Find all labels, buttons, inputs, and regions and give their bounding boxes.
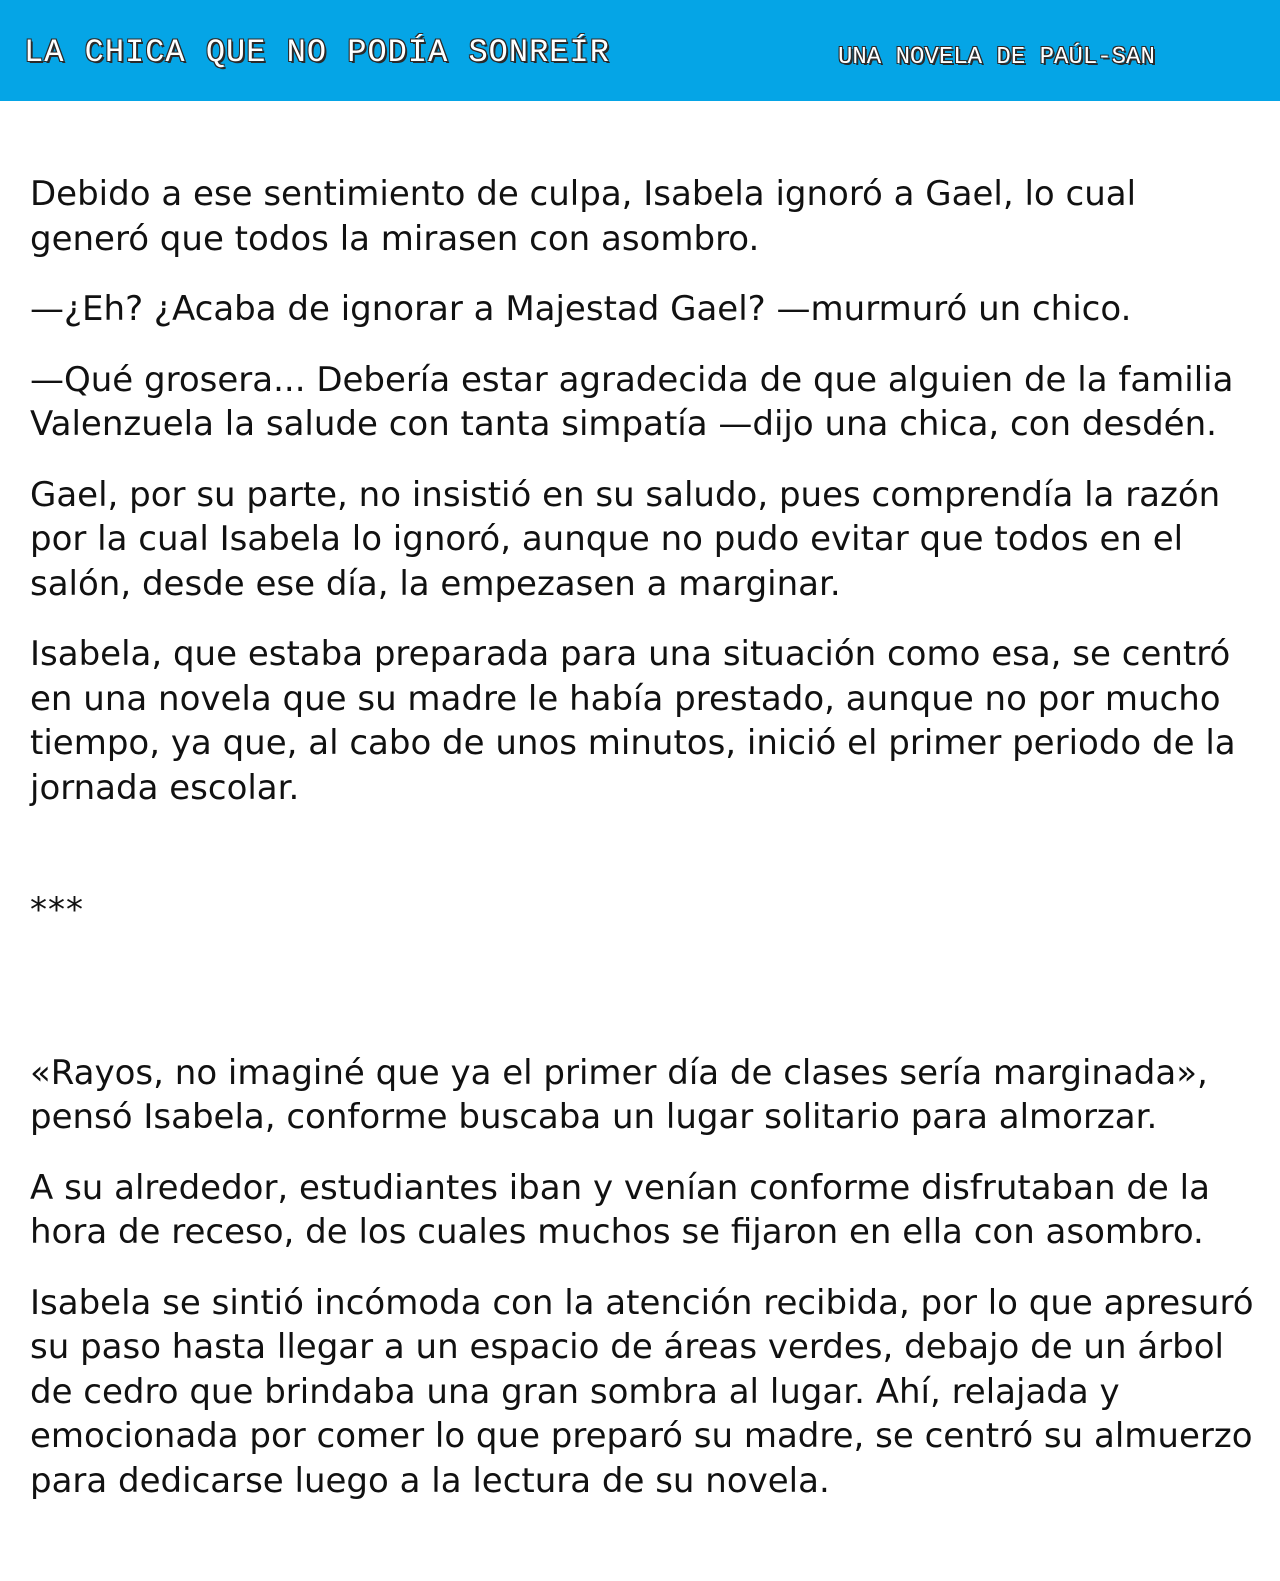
chapter-text [30, 172, 1260, 1529]
header-bar [0, 0, 1280, 101]
paragraph: —Qué grosera... Debería estar agradecida de que alguien de la familia Valenzuela la salude con tanta simpatía —dijo una chica, con desdén. [30, 359, 1234, 444]
book-title: LA CHICA QUE NO PODÍA SONREÍR [24, 34, 610, 71]
book-author: UNA NOVELA DE PAÚL-SAN [838, 44, 1155, 71]
paragraph: —¿Eh? ¿Acaba de ignorar a Majestad Gael? —murmuró un chico. [30, 289, 1132, 329]
paragraph: Isabela, que estaba preparada para una situación como esa, se centró en una novela que su madre le había prestado, aunque no por mucho tiempo, ya que, al cabo de unos minutos, inició el primer periodo de la jornada escolar. [30, 634, 1236, 808]
paragraph: «Rayos, no imaginé que ya el primer día de clases sería marginada», pensó Isabela, conforme buscaba un lugar solitario para almorzar. [30, 1052, 1208, 1137]
paragraph: A su alrededor, estudiantes iban y venían conforme disfrutaban de la hora de receso, de los cuales muchos se fijaron en ella con asombro. [30, 1167, 1210, 1252]
paragraph: Isabela se sintió incómoda con la atención recibida, por lo que apresuró su paso hasta llegar a un espacio de áreas verdes, debajo de un árbol de cedro que brindaba una gran sombra al lugar. Ahí, relajada y emocionada por comer lo que preparó su madre, se centró su almuerzo para dedicarse luego a la lectura de su novela. [30, 1282, 1254, 1501]
scene-separator: *** [30, 890, 84, 930]
paragraph: Debido a ese sentimiento de culpa, Isabela ignoró a Gael, lo cual generó que todos la mirasen con asombro. [30, 174, 1137, 259]
paragraph: Gael, por su parte, no insistió en su saludo, pues comprendía la razón por la cual Isabela lo ignoró, aunque no pudo evitar que todos en el salón, desde ese día, la empezasen a marginar. [30, 474, 1221, 604]
